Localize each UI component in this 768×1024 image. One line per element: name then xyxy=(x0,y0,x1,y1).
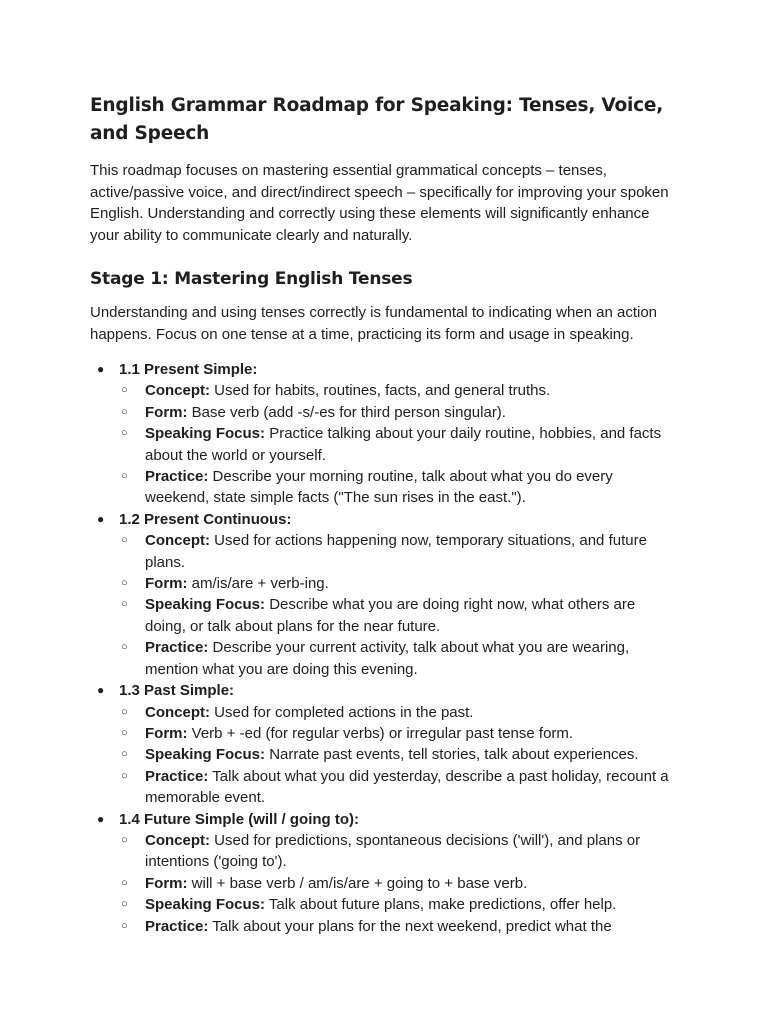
point-speaking-focus xyxy=(119,594,680,637)
point-practice xyxy=(119,466,680,509)
point-text: Used for actions happening now, temporary situations, and future plans. xyxy=(145,532,647,571)
point-list xyxy=(119,830,680,937)
topic-present-continuous xyxy=(90,509,680,680)
point-list xyxy=(119,702,680,809)
point-text: Talk about your plans for the next weekend, predict what the xyxy=(208,917,612,935)
point-concept xyxy=(119,830,680,873)
point-speaking-focus xyxy=(119,423,680,466)
document-title: English Grammar Roadmap for Speaking: Tenses, Voice, and Speech xyxy=(90,95,664,144)
point-text: Talk about what you did yesterday, describe a past holiday, recount a memorable event. xyxy=(145,767,669,807)
point-text: Narrate past events, tell stories, talk about experiences. xyxy=(265,746,639,764)
bullet-circle-icon: ○ xyxy=(121,769,128,782)
point-text: Verb + -ed (for regular verbs) or irregular past tense form. xyxy=(187,724,574,742)
point-label: Practice: xyxy=(145,468,209,486)
point-label: Form: xyxy=(145,874,188,892)
stage-1-heading: Stage 1: Mastering English Tenses xyxy=(90,269,413,289)
topic-present-simple xyxy=(90,359,680,509)
bullet-circle-icon: ○ xyxy=(121,598,128,611)
point-practice xyxy=(119,637,680,680)
bullet-circle-icon: ○ xyxy=(121,705,128,718)
bullet-circle-icon: ○ xyxy=(121,726,128,739)
stage-1-intro: Understanding and using tenses correctly is fundamental to indicating when an action happens. Focus on one tense at a time, practicing its form and usage in speaking. xyxy=(90,304,658,343)
point-text: will + base verb / am/is/are + going to + base verb. xyxy=(187,874,528,892)
bullet-circle-icon: ○ xyxy=(121,876,128,889)
point-concept xyxy=(119,380,680,401)
point-label: Speaking Focus: xyxy=(145,596,266,614)
bullet-circle-icon: ○ xyxy=(121,405,128,418)
point-text: Used for completed actions in the past. xyxy=(210,703,474,721)
bullet-circle-icon: ○ xyxy=(121,427,128,440)
bullet-circle-icon: ○ xyxy=(121,833,128,846)
bullet-circle-icon: ○ xyxy=(121,898,128,911)
point-label: Practice: xyxy=(145,639,209,657)
topic-future-simple xyxy=(90,809,680,937)
point-form xyxy=(119,402,680,423)
point-label: Practice: xyxy=(145,767,209,785)
bullet-dot-icon: ● xyxy=(97,683,105,698)
point-label: Form: xyxy=(145,724,188,742)
point-text: am/is/are + verb-ing. xyxy=(187,575,329,593)
bullet-circle-icon: ○ xyxy=(121,577,128,590)
point-text: Used for habits, routines, facts, and general truths. xyxy=(210,382,551,400)
point-label: Speaking Focus: xyxy=(145,746,266,764)
point-label: Concept: xyxy=(145,703,210,721)
point-label: Speaking Focus: xyxy=(145,896,266,914)
point-speaking-focus xyxy=(119,744,680,765)
point-text: Base verb (add -s/-es for third person singular). xyxy=(187,403,506,421)
bullet-dot-icon: ● xyxy=(97,811,105,826)
point-label: Practice: xyxy=(145,917,209,935)
point-text: Used for predictions, spontaneous decisions ('will'), and plans or intentions ('going to'). xyxy=(145,831,641,871)
bullet-circle-icon: ○ xyxy=(121,641,128,654)
document-intro: This roadmap focuses on mastering essential grammatical concepts – tenses, active/passive voice, and direct/indirect speech – specifically for improving your spoken English. Understanding and correctly using these elements will significantly enhance your ability to communicate clearly and naturally. xyxy=(90,162,669,244)
topic-title: 1.2 Present Continuous: xyxy=(119,510,292,528)
point-concept xyxy=(119,530,680,573)
point-text: Talk about future plans, make predictions, offer help. xyxy=(265,896,617,914)
bullet-dot-icon: ● xyxy=(97,362,105,376)
point-text: Describe your morning routine, talk about what you do every weekend, state simple facts ("The sun rises in the east."). xyxy=(145,468,613,507)
point-label: Form: xyxy=(145,575,188,593)
point-speaking-focus xyxy=(119,894,680,915)
bullet-circle-icon: ○ xyxy=(121,534,128,547)
point-practice xyxy=(119,766,680,809)
topic-title: 1.1 Present Simple: xyxy=(119,361,258,378)
bullet-circle-icon: ○ xyxy=(121,470,128,483)
point-label: Concept: xyxy=(145,831,210,849)
point-list xyxy=(119,380,680,508)
bullet-circle-icon: ○ xyxy=(121,748,128,761)
bullet-dot-icon: ● xyxy=(97,511,105,526)
topic-title: 1.3 Past Simple: xyxy=(119,682,235,700)
point-form xyxy=(119,573,680,594)
point-form xyxy=(119,723,680,744)
topic-title: 1.4 Future Simple (will / going to): xyxy=(119,810,359,828)
point-label: Speaking Focus: xyxy=(145,425,266,443)
point-label: Concept: xyxy=(145,382,210,400)
point-list xyxy=(119,530,680,680)
point-practice xyxy=(119,916,680,937)
bullet-circle-icon: ○ xyxy=(121,919,128,932)
bullet-circle-icon: ○ xyxy=(121,384,128,397)
tense-topic-list xyxy=(90,359,680,937)
topic-past-simple xyxy=(90,680,680,808)
point-concept xyxy=(119,702,680,723)
point-text: Describe what you are doing right now, what others are doing, or talk about plans for the near future. xyxy=(145,596,636,635)
point-label: Concept: xyxy=(145,532,210,550)
point-label: Form: xyxy=(145,403,188,421)
point-form xyxy=(119,873,680,894)
point-text: Practice talking about your daily routine, hobbies, and facts about the world or yourself. xyxy=(145,425,662,464)
point-text: Describe your current activity, talk about what you are wearing, mention what you are doing this evening. xyxy=(145,639,630,678)
